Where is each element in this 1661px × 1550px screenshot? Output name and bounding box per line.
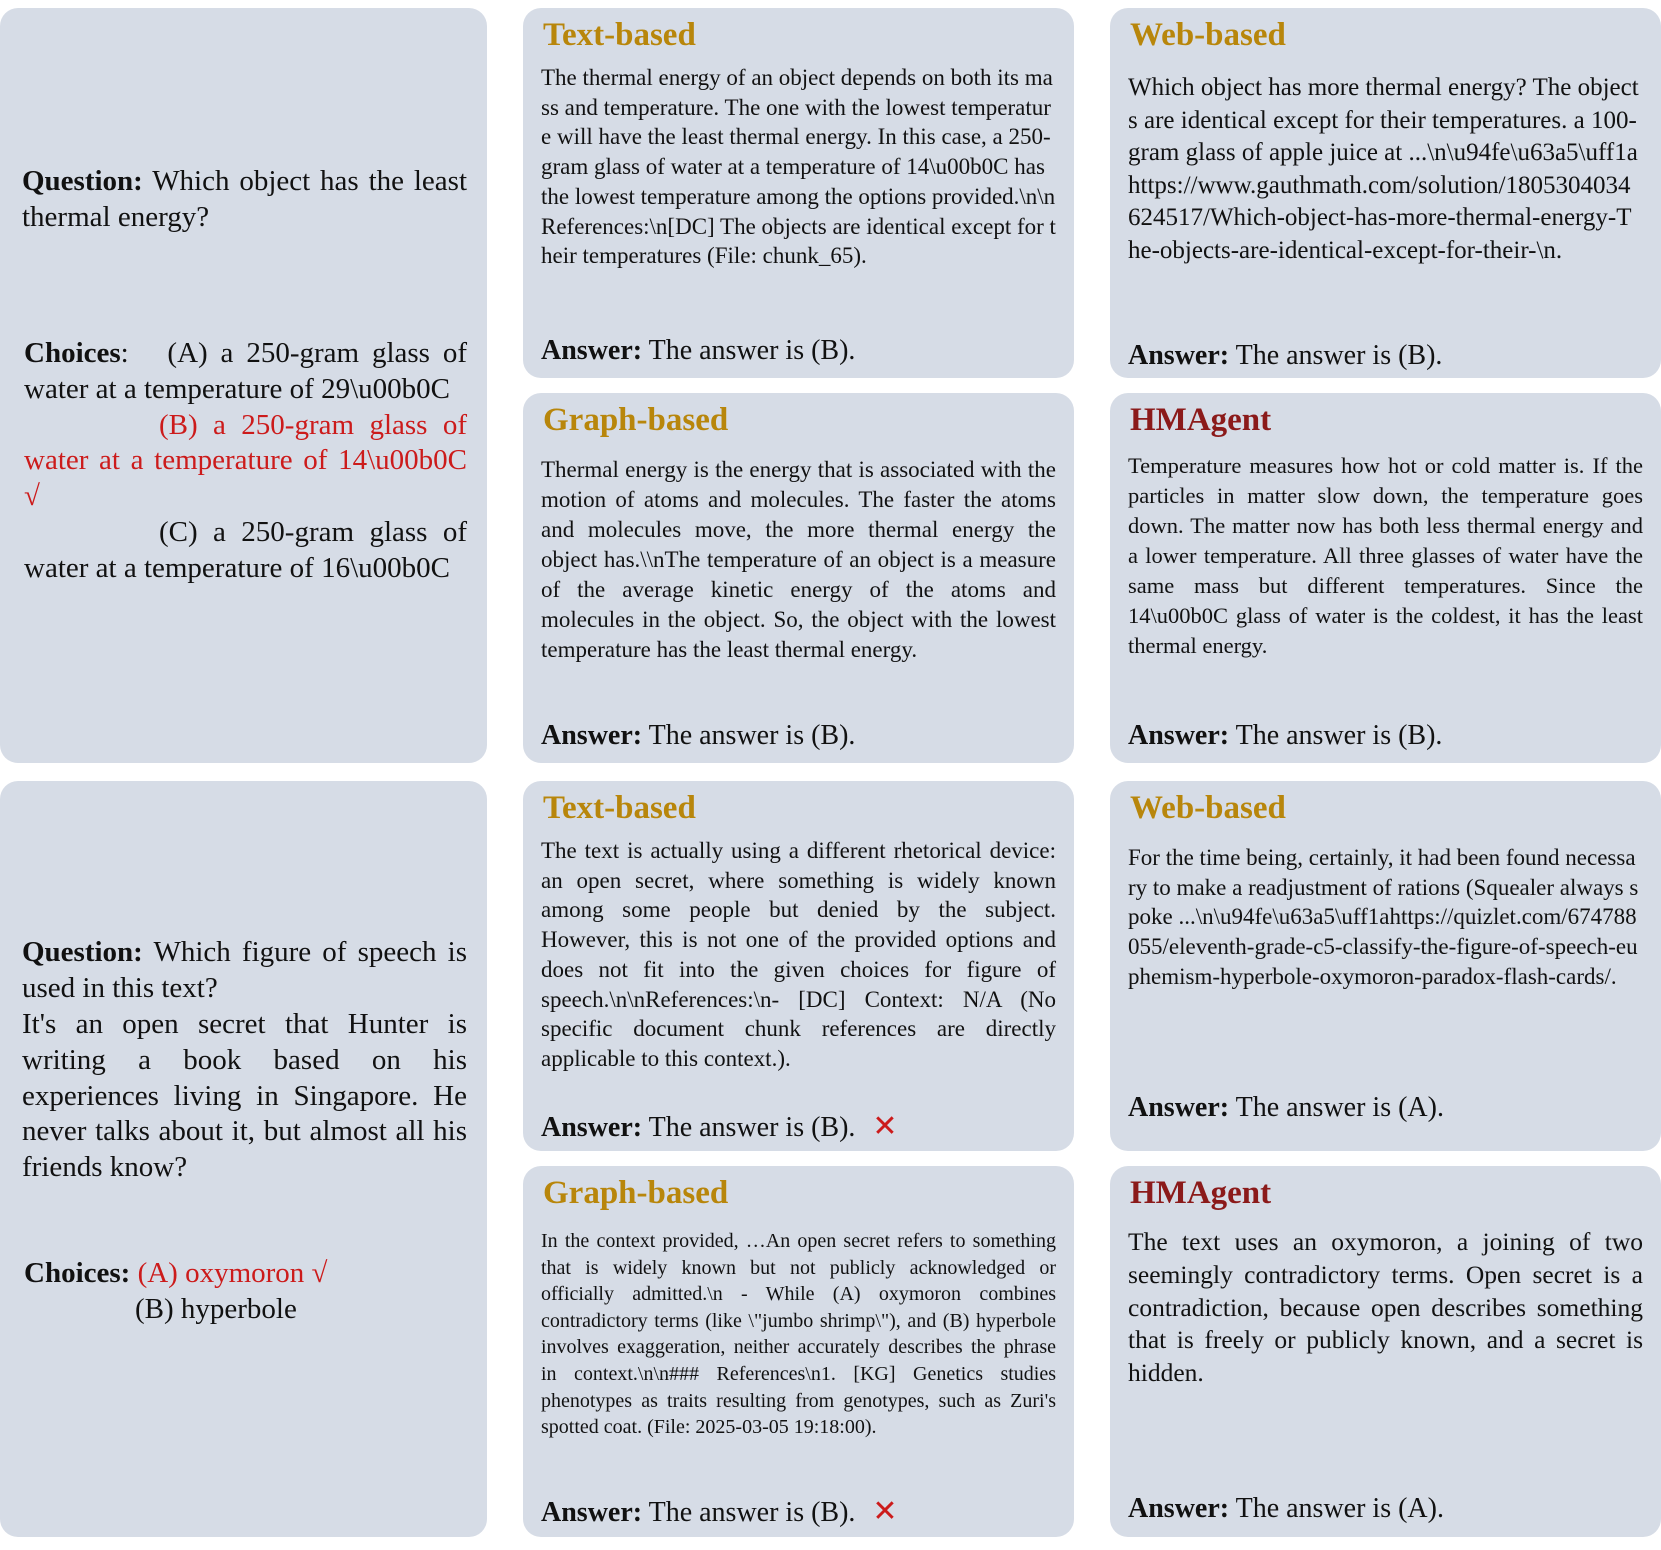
wrong-mark-icon: ✕ xyxy=(872,1109,898,1144)
hmagent-card-2 xyxy=(1110,1166,1661,1537)
answer-label: Answer: xyxy=(1128,1493,1230,1524)
answer-text: The answer is (B). xyxy=(648,1497,856,1528)
card-body: The text uses an oxymoron, a joining of two seemingly contradictory terms. Open secret is a contradiction, because open describes something that is freely or publicly known, and a secret is hidden. xyxy=(1128,1227,1643,1388)
answer-label: Answer: xyxy=(541,335,643,366)
question-label: Question: xyxy=(22,935,143,968)
card-answer xyxy=(1128,339,1643,373)
answer-label: Answer: xyxy=(541,720,643,751)
question-text: Which figure of speech is used in this text? xyxy=(22,935,467,1004)
question-text: Which object has the least thermal energy? xyxy=(22,164,467,233)
card-title: Web-based xyxy=(1130,17,1286,53)
card-title: Graph-based xyxy=(543,1175,729,1211)
wrong-mark-icon: ✕ xyxy=(872,1494,898,1529)
answer-text: The answer is (B). xyxy=(648,335,856,366)
card-answer xyxy=(1128,1091,1643,1125)
question-label: Question: xyxy=(22,164,143,197)
card-title: HMAgent xyxy=(1130,402,1272,438)
question-1 xyxy=(22,164,467,236)
card-answer xyxy=(1128,719,1643,753)
choice-c: (C) a 250-gram glass of water at a temperature of 16\u00b0C xyxy=(24,516,467,585)
choices-2 xyxy=(24,1256,467,1328)
answer-label: Answer: xyxy=(1128,340,1230,371)
choices-1: Choices: (A) a 250-gram glass of water at a temperature of 29\u00b0C (B) a 250-gram glass of water at a temperature of 14\u00b0C √ (C) a 250-gram glass of water at a temperature of 16\u00b0C xyxy=(24,336,467,588)
card-answer xyxy=(541,1494,1056,1530)
card-body: For the time being, certainly, it had been found necessary to make a readjustment of rations (Squealer always spoke ...\n\u94fe\u63a5\uff1ahttps://quizlet.com/674788055/eleventh-grade-c5-classify-the-figure-of-speech-euphemism-hyperbole-oxymoron-paradox-flash-cards/. xyxy=(1128,845,1639,989)
answer-label: Answer: xyxy=(1128,1092,1230,1123)
answer-label: Answer: xyxy=(541,1497,643,1528)
question-panel-2 xyxy=(0,781,487,1537)
choice-a: (A) a 250-gram glass of water at a temperature of 29\u00b0C xyxy=(24,336,467,405)
choices-label: Choices xyxy=(24,336,121,369)
text-based-card-1 xyxy=(523,8,1074,378)
card-title: Text-based xyxy=(543,17,696,53)
web-based-card-2 xyxy=(1110,781,1661,1151)
card-title: Text-based xyxy=(543,790,696,826)
answer-text: The answer is (B). xyxy=(1235,340,1443,371)
question-2 xyxy=(22,935,467,1187)
answer-text: The answer is (B). xyxy=(648,720,856,751)
text-based-card-2 xyxy=(523,781,1074,1151)
card-body: Thermal energy is the energy that is associated with the motion of atoms and molecules. The faster the atoms and molecules move, the more thermal energy the object has.\\nThe temperature of an object is a measure of the average kinetic energy of the atoms and molecules in the object. So, the object with the lowest temperature has the least thermal energy. xyxy=(541,457,1056,662)
question-panel-1 xyxy=(0,8,487,763)
answer-text: The answer is (B). xyxy=(1235,720,1443,751)
card-body: The thermal energy of an object depends on both its mass and temperature. The one with the lowest temperature will have the least thermal energy. In this case, a 250-gram glass of water at a temperature of 14\u00b0C has the lowest temperature among the options provided.\n\nReferences:\n[DC] The objects are identical except for their temperatures (File: chunk_65). xyxy=(541,65,1056,269)
question-passage: It's an open secret that Hunter is writing a book based on his experiences living in Singapore. He never talks about it, but almost all his friends know? xyxy=(22,1007,467,1184)
answer-text: The answer is (A). xyxy=(1235,1493,1444,1524)
graph-based-card-2 xyxy=(523,1166,1074,1537)
card-body: Temperature measures how hot or cold matter is. If the particles in matter slow down, the temperature goes down. The matter now has both less thermal energy and a lower temperature. All three glasses of water have the same mass but different temperatures. Since the 14\u00b0C glass of water is the coldest, it has the least thermal energy. xyxy=(1128,453,1643,658)
graph-based-card-1 xyxy=(523,393,1074,763)
card-body: In the context provided, …An open secret refers to something that is widely known but not publicly acknowledged or officially admitted.\n - While (A) oxymoron combines contradictory terms (like \"jumbo shrimp\"), and (B) hyperbole involves exaggeration, neither accurately describes the phrase in context.\n\n### References\n1. [KG] Genetics studies phenotypes as traits resulting from genotypes, such as Zuri's spotted coat. (File: 2025-03-05 19:18:00). xyxy=(541,1230,1056,1439)
answer-text: The answer is (B). xyxy=(648,1112,856,1143)
card-title: Web-based xyxy=(1130,790,1286,826)
card-answer xyxy=(541,719,1056,753)
card-title: HMAgent xyxy=(1130,1175,1272,1211)
card-answer xyxy=(1128,1492,1643,1526)
hmagent-card-1 xyxy=(1110,393,1661,763)
answer-text: The answer is (A). xyxy=(1235,1092,1444,1123)
choice-a-correct: (A) oxymoron √ xyxy=(137,1257,328,1290)
card-body: Which object has more thermal energy? The objects are identical except for their temperatures. a 100-gram glass of apple juice at ...\n\u94fe\u63a5\uff1ahttps://www.gauthmath.com/solution/1805304034624517/Which-object-has-more-thermal-energy-The-objects-are-identical-except-for-their-\n. xyxy=(1128,74,1639,264)
answer-label: Answer: xyxy=(541,1112,643,1143)
card-answer xyxy=(541,334,1056,368)
card-title: Graph-based xyxy=(543,402,729,438)
answer-label: Answer: xyxy=(1128,720,1230,751)
choice-b: (B) hyperbole xyxy=(135,1293,297,1326)
card-body: The text is actually using a different rhetorical device: an open secret, where something is widely known among some people but denied by the subject. However, this is not one of the provided options and does not fit into the given choices for figure of speech.\n\nReferences:\n- [DC] Context: N/A (No specific document chunk references are directly applicable to this context.). xyxy=(541,838,1056,1071)
web-based-card-1 xyxy=(1110,8,1661,378)
choice-b-correct: (B) a 250-gram glass of water at a temperature of 14\u00b0C √ xyxy=(24,408,467,513)
card-answer xyxy=(541,1109,1056,1145)
choices-label: Choices: xyxy=(24,1257,131,1290)
